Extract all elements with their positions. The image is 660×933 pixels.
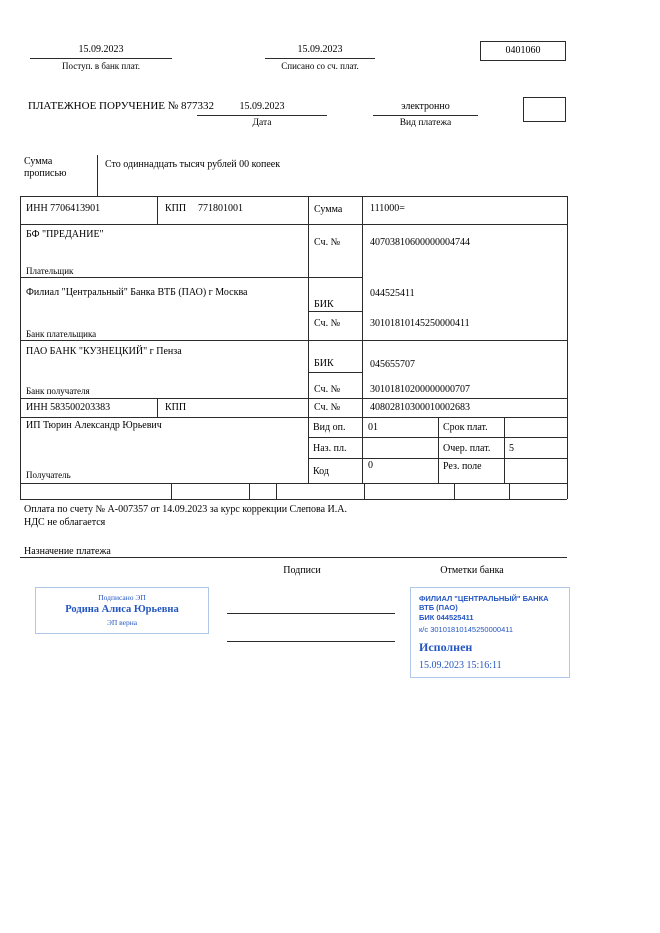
received-in-bank-date: 15.09.2023 <box>78 44 124 55</box>
pay-term-label: Срок плат. <box>443 422 488 433</box>
payee-label: Получатель <box>26 470 71 480</box>
table-border <box>20 196 21 499</box>
table-border <box>249 483 250 499</box>
signature-line <box>227 613 395 614</box>
amount-in-words-value: Сто одиннадцать тысяч рублей 00 копеек <box>105 159 281 170</box>
table-border <box>157 196 158 224</box>
bank-stamp-name-line1: ФИЛИАЛ "ЦЕНТРАЛЬНЫЙ" БАНКА <box>419 594 549 603</box>
form-code-box: 0401060 <box>480 41 566 61</box>
received-in-bank-label: Поступ. в банк плат. <box>62 61 140 71</box>
table-border <box>20 483 567 484</box>
bank-stamp-bik: БИК 044525411 <box>419 612 474 622</box>
table-border <box>20 499 567 500</box>
payer-bank-account-label: Сч. № <box>314 318 341 329</box>
payer-name: БФ "ПРЕДАНИЕ" <box>26 229 104 240</box>
bank-stamp-name-line2: ВТБ (ПАО) <box>419 603 458 613</box>
table-border <box>362 196 363 483</box>
divider-line <box>30 58 172 59</box>
payer-label: Плательщик <box>26 266 74 276</box>
table-border <box>171 483 172 499</box>
payee-bank-label: Банк получателя <box>26 386 90 396</box>
table-border <box>276 483 277 499</box>
esignature-stamp <box>35 587 209 634</box>
payer-bank-label: Банк плательщика <box>26 329 97 339</box>
payer-kpp-value: 771801001 <box>198 203 243 214</box>
table-border <box>509 483 510 499</box>
payee-bank-name: ПАО БАНК "КУЗНЕЦКИЙ" г Пенза <box>26 346 182 357</box>
payee-bank-account-label: Сч. № <box>314 384 341 395</box>
payer-bank-bik-label: БИК <box>314 299 334 310</box>
table-border <box>454 483 455 499</box>
divider-line <box>265 58 375 59</box>
divider-line <box>373 115 478 116</box>
divider-line <box>97 155 98 196</box>
signature-valid-label: ЭП верна <box>106 618 138 627</box>
table-border <box>20 196 567 197</box>
amount-in-words-label: Сумма прописью <box>24 156 67 179</box>
status-box-empty <box>523 97 566 122</box>
bank-marks-label: Отметки банка <box>440 565 504 576</box>
purpose-label: Назначение платежа <box>24 546 111 557</box>
table-border <box>157 398 158 417</box>
sum-label: Сумма <box>314 204 343 215</box>
payee-bank-account-value: 30101810200000000707 <box>370 384 470 395</box>
table-border <box>364 483 365 499</box>
reserve-field-label: Рез. поле <box>443 461 482 472</box>
bank-stamp-corr-account: к/с 30101810145250000411 <box>419 625 514 635</box>
payee-account-label: Сч. № <box>314 402 341 413</box>
signatures-label: Подписи <box>283 565 321 576</box>
table-border <box>20 277 362 278</box>
table-border <box>20 398 567 399</box>
purpose-text-line1: Оплата по счету № А-007357 от 14.09.2023 за курс коррекции Слепова И.А. <box>24 504 347 515</box>
debited-from-account-date: 15.09.2023 <box>297 44 343 55</box>
code-label: Код <box>313 466 329 477</box>
bank-stamp-executed-datetime: 15.09.2023 15:16:11 <box>419 660 502 672</box>
payment-kind-value: электронно <box>401 101 450 112</box>
code-value: 0 <box>368 460 373 471</box>
document-date: 15.09.2023 <box>239 101 285 112</box>
payer-account-value: 40703810600000004744 <box>370 237 470 248</box>
signer-name: Родина Алиса Юрьевна <box>65 604 179 615</box>
priority-label: Очер. плат. <box>443 443 491 454</box>
date-label: Дата <box>252 118 272 128</box>
payer-bank-name: Филиал "Центральный" Банка ВТБ (ПАО) г Москва <box>26 287 248 298</box>
op-type-label: Вид оп. <box>313 422 346 433</box>
purpose-text-line2: НДС не облагается <box>24 517 106 528</box>
table-border <box>438 417 439 483</box>
payer-bank-bik-value: 044525411 <box>370 288 415 299</box>
table-border <box>308 372 362 373</box>
bank-stamp <box>410 587 570 678</box>
payee-inn: ИНН 583500203383 <box>26 402 111 413</box>
payee-kpp-label: КПП <box>165 402 187 413</box>
table-border <box>504 417 505 483</box>
priority-value: 5 <box>509 443 514 454</box>
table-border <box>20 417 567 418</box>
document-title: ПЛАТЕЖНОЕ ПОРУЧЕНИЕ № 877332 <box>28 100 215 112</box>
payee-account-value: 40802810300010002683 <box>370 402 470 413</box>
payer-kpp-label: КПП <box>165 203 187 214</box>
payer-account-label: Сч. № <box>314 237 341 248</box>
table-border <box>567 196 568 499</box>
payee-bank-bik-value: 045655707 <box>370 359 415 370</box>
op-type-value: 01 <box>368 422 378 433</box>
sum-value: 111000= <box>370 203 405 214</box>
bank-stamp-status: Исполнен <box>419 640 473 655</box>
table-border <box>20 340 567 341</box>
table-border <box>308 311 362 312</box>
signature-line <box>227 641 395 642</box>
debited-from-account-label: Списано со сч. плат. <box>281 61 359 71</box>
purpose-code-label: Наз. пл. <box>313 443 347 454</box>
signed-by-label: Подписано ЭП <box>98 593 146 602</box>
payer-inn: ИНН 7706413901 <box>26 203 101 214</box>
payment-kind-label: Вид платежа <box>399 118 452 128</box>
divider-line <box>197 115 327 116</box>
payee-name: ИП Тюрин Александр Юрьевич <box>26 420 162 431</box>
table-border <box>20 224 567 225</box>
table-border <box>308 196 309 483</box>
divider-line <box>20 557 567 558</box>
payer-bank-account-value: 30101810145250000411 <box>370 318 470 329</box>
payee-bank-bik-label: БИК <box>314 358 334 369</box>
